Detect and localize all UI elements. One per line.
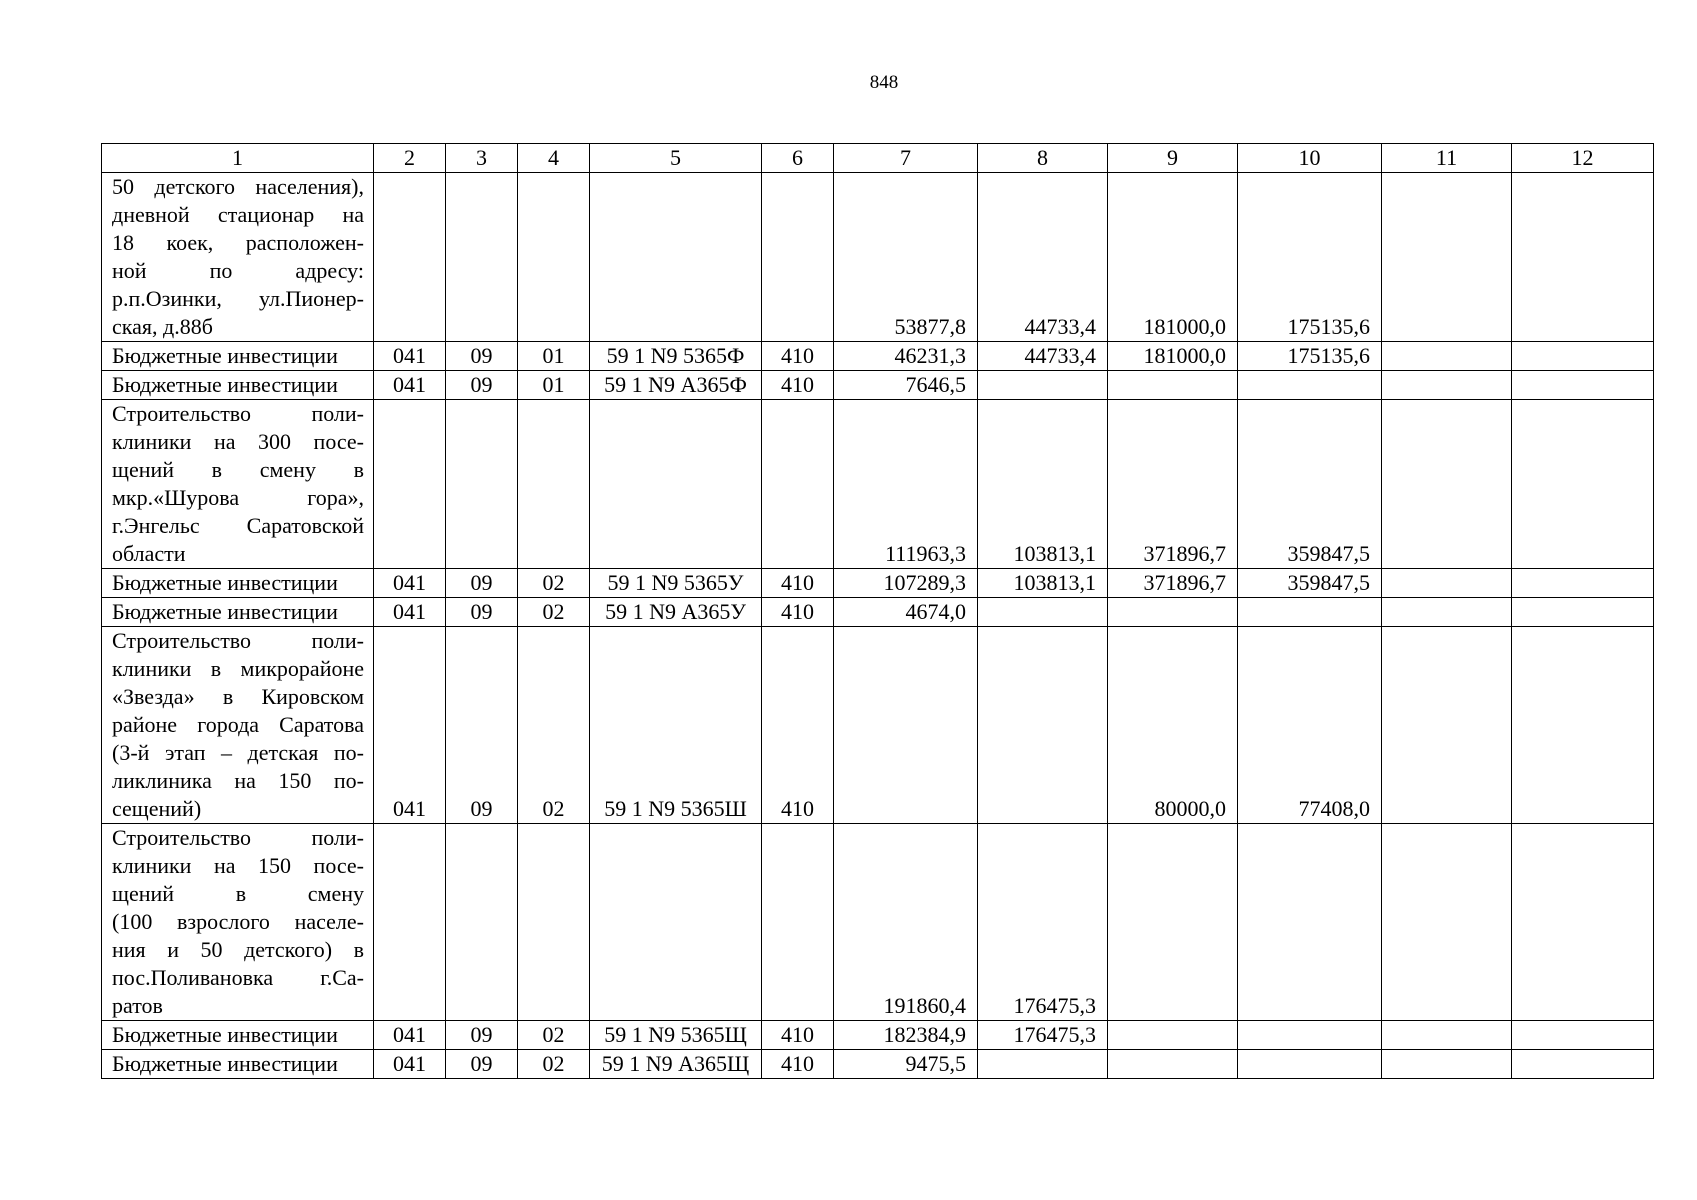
- cell-10: [1238, 1021, 1382, 1050]
- name-line: Строительство поли-: [112, 825, 364, 850]
- header-cell-10: 10: [1238, 144, 1382, 173]
- cell-8: [978, 371, 1108, 400]
- cell-4: 02: [518, 598, 590, 627]
- cell-code: 59 1 N9 5365Ф: [590, 342, 762, 371]
- cell-10: 175135,6: [1238, 342, 1382, 371]
- cell-4: 01: [518, 371, 590, 400]
- cell-10: 359847,5: [1238, 400, 1382, 569]
- header-cell-3: 3: [446, 144, 518, 173]
- cell-11: [1382, 598, 1512, 627]
- cell-2: 041: [374, 1050, 446, 1079]
- cell-7: 53877,8: [834, 173, 978, 342]
- object-row: [102, 400, 1654, 569]
- cell-12: [1512, 824, 1654, 1021]
- cell-6: [762, 173, 834, 342]
- cell-2: 041: [374, 627, 446, 824]
- object-row: [102, 173, 1654, 342]
- name-line: мкр.«Шурова гора»,: [112, 485, 364, 510]
- cell-6: 410: [762, 569, 834, 598]
- header-cell-12: 12: [1512, 144, 1654, 173]
- cell-code: 59 1 N9 А365Щ: [590, 1050, 762, 1079]
- name-line: р.п.Озинки, ул.Пионер-: [112, 286, 364, 311]
- cell-9: 181000,0: [1108, 173, 1238, 342]
- cell-7: 191860,4: [834, 824, 978, 1021]
- cell-10: 77408,0: [1238, 627, 1382, 824]
- cell-6: 410: [762, 627, 834, 824]
- cell-6: 410: [762, 1050, 834, 1079]
- cell-name: Бюджетные инвестиции: [102, 1021, 374, 1050]
- cell-9: [1108, 824, 1238, 1021]
- cell-2: 041: [374, 598, 446, 627]
- cell-4: [518, 400, 590, 569]
- cell-12: [1512, 371, 1654, 400]
- cell-12: [1512, 1021, 1654, 1050]
- name-line: «Звезда» в Кировском: [112, 684, 364, 709]
- cell-11: [1382, 173, 1512, 342]
- cell-7: 107289,3: [834, 569, 978, 598]
- cell-7: 7646,5: [834, 371, 978, 400]
- cell-3: 09: [446, 371, 518, 400]
- cell-10: [1238, 824, 1382, 1021]
- table-body: [102, 144, 1654, 1079]
- name-line: клиники на 300 посе-: [112, 429, 364, 454]
- cell-code: 59 1 N9 5365Щ: [590, 1021, 762, 1050]
- name-line: ратов: [112, 993, 163, 1018]
- cell-code: [590, 824, 762, 1021]
- cell-2: 041: [374, 342, 446, 371]
- cell-8: [978, 1050, 1108, 1079]
- cell-6: [762, 400, 834, 569]
- cell-7: 4674,0: [834, 598, 978, 627]
- cell-9: 371896,7: [1108, 400, 1238, 569]
- cell-4: 02: [518, 627, 590, 824]
- cell-code: 59 1 N9 5365Ш: [590, 627, 762, 824]
- cell-4: 02: [518, 1021, 590, 1050]
- name-line: 18 коек, расположен-: [112, 230, 364, 255]
- cell-8: 44733,4: [978, 173, 1108, 342]
- name-line: ская, д.88б: [112, 314, 213, 339]
- cell-name: Бюджетные инвестиции: [102, 1050, 374, 1079]
- cell-11: [1382, 824, 1512, 1021]
- cell-2: [374, 824, 446, 1021]
- cell-12: [1512, 173, 1654, 342]
- cell-8: 103813,1: [978, 569, 1108, 598]
- cell-11: [1382, 569, 1512, 598]
- cell-10: [1238, 1050, 1382, 1079]
- cell-4: [518, 824, 590, 1021]
- header-cell-7: 7: [834, 144, 978, 173]
- cell-11: [1382, 342, 1512, 371]
- budget-line-row: [102, 1021, 1654, 1050]
- cell-code: [590, 400, 762, 569]
- cell-8: [978, 598, 1108, 627]
- cell-2: 041: [374, 371, 446, 400]
- cell-9: [1108, 1050, 1238, 1079]
- cell-7: 46231,3: [834, 342, 978, 371]
- cell-7: 9475,5: [834, 1050, 978, 1079]
- cell-name: [102, 627, 374, 824]
- cell-4: 02: [518, 1050, 590, 1079]
- cell-name: [102, 400, 374, 569]
- header-cell-5: 5: [590, 144, 762, 173]
- cell-3: 09: [446, 627, 518, 824]
- cell-6: 410: [762, 342, 834, 371]
- cell-11: [1382, 400, 1512, 569]
- cell-3: 09: [446, 569, 518, 598]
- cell-10: [1238, 598, 1382, 627]
- cell-9: 80000,0: [1108, 627, 1238, 824]
- name-line: Строительство поли-: [112, 628, 364, 653]
- cell-8: 176475,3: [978, 1021, 1108, 1050]
- cell-code: 59 1 N9 5365У: [590, 569, 762, 598]
- name-line: ния и 50 детского) в: [112, 937, 364, 962]
- header-cell-11: 11: [1382, 144, 1512, 173]
- cell-2: [374, 173, 446, 342]
- name-line: дневной стационар на: [112, 202, 364, 227]
- cell-9: 181000,0: [1108, 342, 1238, 371]
- name-line: щений в смену: [112, 881, 364, 906]
- cell-code: [590, 173, 762, 342]
- cell-7: 182384,9: [834, 1021, 978, 1050]
- cell-name: [102, 173, 374, 342]
- cell-name: Бюджетные инвестиции: [102, 371, 374, 400]
- cell-10: 359847,5: [1238, 569, 1382, 598]
- cell-7: 111963,3: [834, 400, 978, 569]
- cell-3: 09: [446, 1021, 518, 1050]
- cell-name: Бюджетные инвестиции: [102, 342, 374, 371]
- name-line: районе города Саратова: [112, 712, 364, 737]
- budget-line-row: [102, 569, 1654, 598]
- budget-line-row: [102, 342, 1654, 371]
- cell-8: [978, 627, 1108, 824]
- cell-12: [1512, 1050, 1654, 1079]
- name-line: 50 детского населения),: [112, 174, 364, 199]
- cell-9: [1108, 1021, 1238, 1050]
- cell-11: [1382, 371, 1512, 400]
- cell-3: 09: [446, 1050, 518, 1079]
- header-cell-6: 6: [762, 144, 834, 173]
- cell-6: 410: [762, 371, 834, 400]
- cell-8: 176475,3: [978, 824, 1108, 1021]
- cell-11: [1382, 627, 1512, 824]
- cell-12: [1512, 598, 1654, 627]
- name-line: ной по адресу:: [112, 258, 364, 283]
- name-line: клиники в микрорайоне: [112, 656, 364, 681]
- cell-11: [1382, 1050, 1512, 1079]
- budget-line-row: [102, 598, 1654, 627]
- budget-line-row: [102, 371, 1654, 400]
- name-line: клиники на 150 посе-: [112, 853, 364, 878]
- cell-3: [446, 824, 518, 1021]
- budget-line-row: [102, 1050, 1654, 1079]
- cell-9: [1108, 598, 1238, 627]
- name-line: г.Энгельс Саратовской: [112, 513, 364, 538]
- cell-4: 01: [518, 342, 590, 371]
- cell-9: 371896,7: [1108, 569, 1238, 598]
- cell-code: 59 1 N9 А365У: [590, 598, 762, 627]
- cell-3: 09: [446, 342, 518, 371]
- cell-3: [446, 400, 518, 569]
- name-line: Строительство поли-: [112, 401, 364, 426]
- header-cell-4: 4: [518, 144, 590, 173]
- cell-3: [446, 173, 518, 342]
- header-cell-8: 8: [978, 144, 1108, 173]
- cell-9: [1108, 371, 1238, 400]
- cell-2: 041: [374, 1021, 446, 1050]
- cell-name: Бюджетные инвестиции: [102, 569, 374, 598]
- page-number: 848: [869, 72, 899, 93]
- cell-2: 041: [374, 569, 446, 598]
- cell-10: 175135,6: [1238, 173, 1382, 342]
- cell-12: [1512, 569, 1654, 598]
- object-row: [102, 824, 1654, 1021]
- cell-6: 410: [762, 1021, 834, 1050]
- cell-12: [1512, 400, 1654, 569]
- name-line: пос.Поливановка г.Са-: [112, 965, 364, 990]
- name-line: сещений): [112, 796, 202, 821]
- cell-name: [102, 824, 374, 1021]
- header-cell-1: 1: [102, 144, 374, 173]
- object-row: [102, 627, 1654, 824]
- name-line: (3-й этап – детская по-: [112, 740, 364, 765]
- header-cell-9: 9: [1108, 144, 1238, 173]
- cell-12: [1512, 342, 1654, 371]
- cell-10: [1238, 371, 1382, 400]
- budget-table: [101, 143, 1654, 1079]
- cell-3: 09: [446, 598, 518, 627]
- cell-8: 44733,4: [978, 342, 1108, 371]
- cell-6: [762, 824, 834, 1021]
- header-row: [102, 144, 1654, 173]
- cell-12: [1512, 627, 1654, 824]
- cell-name: Бюджетные инвестиции: [102, 598, 374, 627]
- cell-code: 59 1 N9 А365Ф: [590, 371, 762, 400]
- cell-11: [1382, 1021, 1512, 1050]
- name-line: щений в смену в: [112, 457, 364, 482]
- cell-2: [374, 400, 446, 569]
- header-cell-2: 2: [374, 144, 446, 173]
- name-line: (100 взрослого населе-: [112, 909, 364, 934]
- cell-4: 02: [518, 569, 590, 598]
- name-line: области: [112, 541, 186, 566]
- cell-6: 410: [762, 598, 834, 627]
- cell-4: [518, 173, 590, 342]
- cell-7: [834, 627, 978, 824]
- cell-8: 103813,1: [978, 400, 1108, 569]
- name-line: ликлиника на 150 по-: [112, 768, 364, 793]
